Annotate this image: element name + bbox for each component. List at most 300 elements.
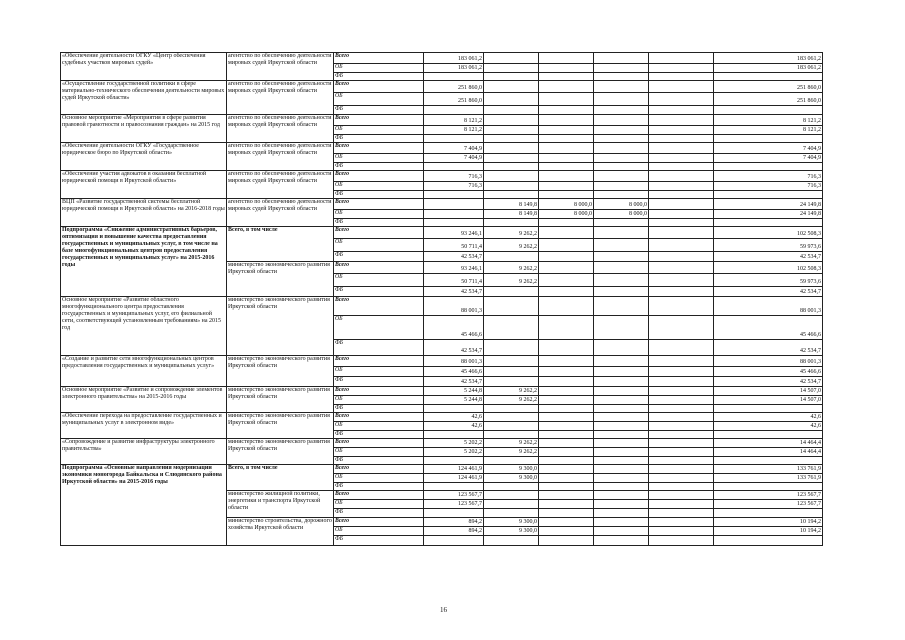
year-cell: 50 711,4 — [424, 239, 484, 252]
year-cell — [594, 239, 649, 252]
year-cell — [539, 483, 594, 491]
year-cell — [649, 53, 714, 64]
funding-source: ФБ — [334, 73, 424, 81]
year-cell — [424, 106, 484, 115]
year-cell: 124 461,9 — [424, 474, 484, 483]
year-cell: 123 567,7 — [424, 491, 484, 500]
total-cell — [714, 73, 823, 81]
funding-source: ФБ — [334, 431, 424, 439]
year-cell — [594, 439, 649, 448]
year-cell — [484, 483, 539, 491]
total-cell: 42 534,7 — [714, 252, 823, 262]
year-cell — [649, 422, 714, 431]
year-cell — [539, 448, 594, 457]
table-row — [61, 227, 823, 239]
executor: министерство жилищной политики, энергетики и транспорта Иркутской области — [227, 491, 334, 518]
table-row — [61, 53, 823, 64]
year-cell — [594, 474, 649, 483]
year-cell — [484, 135, 539, 143]
funding-source: ФБ — [334, 405, 424, 413]
year-cell: 5 202,2 — [424, 439, 484, 448]
year-cell — [539, 356, 594, 367]
year-cell — [539, 64, 594, 73]
funding-source: ОБ — [334, 500, 424, 509]
executor: министерство экономического развития Иркутской области — [227, 439, 334, 465]
year-cell: 9 300,0 — [484, 465, 539, 474]
year-cell — [649, 115, 714, 126]
year-cell — [649, 431, 714, 439]
year-cell — [649, 316, 714, 340]
year-cell — [649, 93, 714, 106]
funding-source: ОБ — [334, 64, 424, 73]
funding-source: Всего — [334, 439, 424, 448]
total-cell: 10 194,2 — [714, 527, 823, 536]
year-cell — [649, 106, 714, 115]
year-cell: 9 262,2 — [484, 227, 539, 239]
year-cell — [539, 527, 594, 536]
year-cell — [594, 182, 649, 191]
year-cell: 42,6 — [424, 422, 484, 431]
year-cell — [539, 182, 594, 191]
year-cell — [484, 126, 539, 135]
activity-name: «Осуществление государственной политики в сфере материально-технического обеспечения деятельности мировых судей Иркутской области» — [61, 81, 227, 115]
year-cell — [484, 163, 539, 171]
year-cell — [594, 316, 649, 340]
year-cell: 183 061,2 — [424, 64, 484, 73]
funding-source: ОБ — [334, 126, 424, 135]
activity-name: Подпрограмма «Основные направления модернизации экономики моногорода Байкальска и Слюдянского района Иркутской области» на 2015-2016 годы — [61, 465, 227, 546]
year-cell — [649, 509, 714, 518]
year-cell — [649, 536, 714, 546]
year-cell — [649, 126, 714, 135]
year-cell — [649, 199, 714, 210]
funding-source: ОБ — [334, 316, 424, 340]
year-cell: 7 404,9 — [424, 154, 484, 163]
year-cell: 894,2 — [424, 527, 484, 536]
year-cell — [649, 297, 714, 316]
year-cell — [594, 431, 649, 439]
year-cell — [649, 191, 714, 199]
year-cell — [649, 465, 714, 474]
year-cell: 93 246,1 — [424, 227, 484, 239]
year-cell — [484, 509, 539, 518]
year-cell — [649, 163, 714, 171]
funding-source: Всего — [334, 143, 424, 154]
year-cell — [484, 64, 539, 73]
year-cell — [539, 474, 594, 483]
year-cell — [424, 509, 484, 518]
year-cell — [594, 219, 649, 227]
year-cell — [484, 143, 539, 154]
year-cell — [594, 405, 649, 413]
funding-source: ОБ — [334, 527, 424, 536]
activity-name: Подпрограмма «Снижение административных барьеров, оптимизация и повышение качества предоставления государственных и муниципальных услуг, в том числе на базе многофункциональных центров предоставления государственных и муниципальных услуг» на 2015-2016 годы — [61, 227, 227, 297]
year-cell: 9 262,2 — [484, 262, 539, 274]
year-cell — [649, 287, 714, 297]
year-cell — [649, 396, 714, 405]
year-cell — [539, 191, 594, 199]
year-cell — [484, 287, 539, 297]
year-cell — [424, 199, 484, 210]
year-cell — [484, 377, 539, 387]
funding-source: ОБ — [334, 154, 424, 163]
year-cell — [484, 491, 539, 500]
funding-source: ФБ — [334, 252, 424, 262]
year-cell — [649, 457, 714, 465]
year-cell — [649, 262, 714, 274]
year-cell — [649, 274, 714, 287]
funding-source: Всего — [334, 387, 424, 396]
year-cell: 124 461,9 — [424, 465, 484, 474]
year-cell — [649, 439, 714, 448]
total-cell: 14 464,4 — [714, 439, 823, 448]
year-cell — [594, 252, 649, 262]
year-cell — [649, 73, 714, 81]
year-cell — [484, 154, 539, 163]
year-cell — [484, 93, 539, 106]
year-cell — [539, 387, 594, 396]
funding-source: ФБ — [334, 340, 424, 356]
year-cell: 8 000,0 — [539, 199, 594, 210]
year-cell — [424, 219, 484, 227]
table-row — [61, 297, 823, 316]
year-cell — [649, 356, 714, 367]
executor: министерство экономического развития Иркутской области — [227, 413, 334, 439]
year-cell — [594, 500, 649, 509]
year-cell — [594, 262, 649, 274]
funding-source: Всего — [334, 199, 424, 210]
year-cell — [594, 81, 649, 93]
total-cell: 8 121,2 — [714, 115, 823, 126]
funding-source: ФБ — [334, 483, 424, 491]
year-cell — [649, 252, 714, 262]
year-cell — [539, 171, 594, 182]
year-cell — [484, 500, 539, 509]
year-cell — [594, 465, 649, 474]
table-row — [61, 439, 823, 448]
activity-name: «Создание и развитие сети многофункциональных центров предоставления государственных и муниципальных услуг» — [61, 356, 227, 387]
funding-source: ОБ — [334, 422, 424, 431]
year-cell — [594, 377, 649, 387]
total-cell: 716,3 — [714, 171, 823, 182]
year-cell — [424, 163, 484, 171]
year-cell: 9 262,2 — [484, 439, 539, 448]
year-cell — [539, 53, 594, 64]
year-cell: 45 466,6 — [424, 367, 484, 377]
year-cell: 42 534,7 — [424, 287, 484, 297]
activity-name: Основное мероприятие «Развитие и сопровождение элементов электронного правительства» на 2015-2016 годы — [61, 387, 227, 413]
year-cell — [649, 483, 714, 491]
year-cell — [484, 252, 539, 262]
funding-source: ФБ — [334, 219, 424, 227]
funding-source: Всего — [334, 465, 424, 474]
year-cell — [649, 143, 714, 154]
funding-source: Всего — [334, 491, 424, 500]
year-cell: 5 244,8 — [424, 387, 484, 396]
funding-source: ФБ — [334, 287, 424, 297]
year-cell: 251 860,0 — [424, 93, 484, 106]
activity-name: «Обеспечение участия адвокатов в оказании бесплатной юридической помощи в Иркутской области» — [61, 171, 227, 199]
year-cell: 5 244,8 — [424, 396, 484, 405]
funding-source: Всего — [334, 227, 424, 239]
activity-name: Основное мероприятие «Развитие областного многофункционального центра предоставления государственных и муниципальных услуг, его филиальной сети, соответствующей установленным требованиям» на 2015 год — [61, 297, 227, 356]
year-cell — [484, 316, 539, 340]
year-cell: 7 404,9 — [424, 143, 484, 154]
year-cell — [649, 154, 714, 163]
year-cell — [484, 81, 539, 93]
year-cell — [484, 171, 539, 182]
year-cell — [594, 340, 649, 356]
year-cell — [539, 227, 594, 239]
year-cell: 8 000,0 — [594, 210, 649, 219]
executor: агентство по обеспечению деятельности мировых судей Иркутской области — [227, 143, 334, 171]
year-cell — [594, 64, 649, 73]
table-row — [61, 387, 823, 396]
year-cell — [649, 64, 714, 73]
year-cell — [424, 483, 484, 491]
year-cell — [594, 115, 649, 126]
total-cell — [714, 536, 823, 546]
year-cell — [424, 210, 484, 219]
year-cell — [649, 413, 714, 422]
year-cell — [594, 457, 649, 465]
funding-source: ФБ — [334, 457, 424, 465]
year-cell: 8 121,2 — [424, 126, 484, 135]
funding-source: ОБ — [334, 182, 424, 191]
total-cell: 183 061,2 — [714, 64, 823, 73]
year-cell — [484, 297, 539, 316]
year-cell — [484, 457, 539, 465]
year-cell — [594, 297, 649, 316]
total-cell: 59 973,6 — [714, 239, 823, 252]
year-cell: 93 246,1 — [424, 262, 484, 274]
year-cell — [594, 135, 649, 143]
activity-name: Основное мероприятие «Мероприятия в сфере развития правовой грамотности и правосознания граждан» на 2015 год — [61, 115, 227, 143]
year-cell — [539, 457, 594, 465]
year-cell: 894,2 — [424, 518, 484, 527]
year-cell — [539, 431, 594, 439]
executor: министерство экономического развития Иркутской области — [227, 262, 334, 297]
total-cell — [714, 405, 823, 413]
year-cell — [594, 154, 649, 163]
year-cell — [649, 227, 714, 239]
activity-name: «Обеспечение перехода на предоставление государственных и муниципальных услуг в электронном виде» — [61, 413, 227, 439]
year-cell — [594, 191, 649, 199]
year-cell — [424, 405, 484, 413]
funding-source: Всего — [334, 171, 424, 182]
total-cell: 123 567,7 — [714, 500, 823, 509]
total-cell — [714, 163, 823, 171]
funding-source: Всего — [334, 53, 424, 64]
executor: Всего, в том числе — [227, 465, 334, 491]
year-cell: 9 262,2 — [484, 239, 539, 252]
table-row — [61, 171, 823, 182]
total-cell: 14 507,0 — [714, 387, 823, 396]
page-number: 16 — [440, 606, 447, 614]
year-cell — [539, 367, 594, 377]
total-cell: 24 149,8 — [714, 199, 823, 210]
year-cell — [649, 518, 714, 527]
year-cell: 9 262,2 — [484, 396, 539, 405]
funding-source: Всего — [334, 356, 424, 367]
total-cell: 42 534,7 — [714, 287, 823, 297]
year-cell: 8 149,8 — [484, 199, 539, 210]
year-cell — [484, 413, 539, 422]
year-cell — [649, 387, 714, 396]
total-cell: 251 860,0 — [714, 93, 823, 106]
year-cell — [594, 396, 649, 405]
activity-name: «Сопровождение и развитие инфраструктуры электронного правительства» — [61, 439, 227, 465]
year-cell — [594, 491, 649, 500]
total-cell: 7 404,9 — [714, 154, 823, 163]
year-cell — [484, 536, 539, 546]
total-cell — [714, 191, 823, 199]
year-cell — [594, 509, 649, 518]
year-cell — [484, 106, 539, 115]
activity-name: «Обеспечение деятельности ОГКУ «Государственное юридическое бюро по Иркутской области» — [61, 143, 227, 171]
table-row — [61, 115, 823, 126]
year-cell — [539, 500, 594, 509]
year-cell — [539, 491, 594, 500]
total-cell: 45 466,6 — [714, 367, 823, 377]
activity-name: ВЦП «Развитие государственной системы бесплатной юридической помощи в Иркутской области» на 2016-2018 годы — [61, 199, 227, 227]
funding-source: ОБ — [334, 210, 424, 219]
funding-source: ФБ — [334, 536, 424, 546]
executor: агентство по обеспечению деятельности мировых судей Иркутской области — [227, 115, 334, 143]
year-cell: 251 860,0 — [424, 81, 484, 93]
table-row — [61, 199, 823, 210]
year-cell — [539, 316, 594, 340]
funding-source: ОБ — [334, 239, 424, 252]
year-cell: 8 149,8 — [484, 210, 539, 219]
year-cell — [539, 274, 594, 287]
year-cell: 8 121,2 — [424, 115, 484, 126]
table-row — [61, 81, 823, 93]
total-cell: 42,6 — [714, 413, 823, 422]
funding-source: ОБ — [334, 448, 424, 457]
year-cell — [649, 81, 714, 93]
year-cell — [594, 367, 649, 377]
year-cell — [649, 171, 714, 182]
total-cell: 8 121,2 — [714, 126, 823, 135]
executor: Всего, в том числе — [227, 227, 334, 262]
total-cell: 42 534,7 — [714, 377, 823, 387]
total-cell — [714, 431, 823, 439]
year-cell — [484, 431, 539, 439]
year-cell — [539, 154, 594, 163]
total-cell: 7 404,9 — [714, 143, 823, 154]
total-cell — [714, 457, 823, 465]
year-cell — [539, 518, 594, 527]
year-cell — [594, 53, 649, 64]
executor: министерство экономического развития Иркутской области — [227, 297, 334, 356]
year-cell — [539, 340, 594, 356]
year-cell: 42,6 — [424, 413, 484, 422]
total-cell: 45 466,6 — [714, 316, 823, 340]
total-cell: 59 973,6 — [714, 274, 823, 287]
year-cell: 8 000,0 — [594, 199, 649, 210]
year-cell — [484, 191, 539, 199]
year-cell — [649, 405, 714, 413]
year-cell — [594, 356, 649, 367]
total-cell: 10 194,2 — [714, 518, 823, 527]
executor: агентство по обеспечению деятельности мировых судей Иркутской области — [227, 199, 334, 227]
year-cell — [649, 527, 714, 536]
executor: агентство по обеспечению деятельности мировых судей Иркутской области — [227, 81, 334, 115]
year-cell — [539, 509, 594, 518]
total-cell: 716,3 — [714, 182, 823, 191]
year-cell: 9 300,0 — [484, 518, 539, 527]
table-row — [61, 143, 823, 154]
year-cell — [484, 53, 539, 64]
year-cell: 716,3 — [424, 182, 484, 191]
year-cell: 5 202,2 — [424, 448, 484, 457]
year-cell — [539, 219, 594, 227]
year-cell: 123 567,7 — [424, 500, 484, 509]
total-cell: 133 761,9 — [714, 474, 823, 483]
year-cell — [539, 126, 594, 135]
total-cell: 88 001,3 — [714, 356, 823, 367]
year-cell — [594, 73, 649, 81]
year-cell — [484, 115, 539, 126]
total-cell: 24 149,8 — [714, 210, 823, 219]
year-cell — [649, 367, 714, 377]
year-cell: 50 711,4 — [424, 274, 484, 287]
total-cell: 123 567,7 — [714, 491, 823, 500]
funding-source: ОБ — [334, 274, 424, 287]
total-cell — [714, 219, 823, 227]
year-cell — [649, 182, 714, 191]
year-cell — [539, 422, 594, 431]
total-cell: 14 464,4 — [714, 448, 823, 457]
year-cell — [594, 483, 649, 491]
total-cell — [714, 509, 823, 518]
year-cell — [539, 405, 594, 413]
funding-source: ФБ — [334, 509, 424, 518]
year-cell — [484, 219, 539, 227]
year-cell — [539, 163, 594, 171]
funding-source: ФБ — [334, 135, 424, 143]
year-cell: 42 534,7 — [424, 340, 484, 356]
year-cell — [594, 536, 649, 546]
funding-source: ФБ — [334, 106, 424, 115]
total-cell: 251 860,0 — [714, 81, 823, 93]
year-cell — [539, 106, 594, 115]
total-cell: 42,6 — [714, 422, 823, 431]
year-cell — [594, 106, 649, 115]
funding-source: Всего — [334, 262, 424, 274]
year-cell — [594, 413, 649, 422]
funding-source: Всего — [334, 115, 424, 126]
year-cell — [424, 191, 484, 199]
executor: министерство экономического развития Иркутской области — [227, 387, 334, 413]
table-row — [61, 356, 823, 367]
year-cell — [484, 182, 539, 191]
year-cell — [484, 340, 539, 356]
year-cell: 9 300,0 — [484, 527, 539, 536]
year-cell — [539, 81, 594, 93]
year-cell — [484, 356, 539, 367]
funding-source: Всего — [334, 81, 424, 93]
year-cell — [424, 73, 484, 81]
year-cell — [649, 491, 714, 500]
funding-source: ОБ — [334, 93, 424, 106]
executor: министерство строительства, дорожного хозяйства Иркутской области — [227, 518, 334, 546]
funding-source: ОБ — [334, 367, 424, 377]
year-cell — [594, 126, 649, 135]
year-cell: 9 262,2 — [484, 274, 539, 287]
year-cell — [594, 171, 649, 182]
